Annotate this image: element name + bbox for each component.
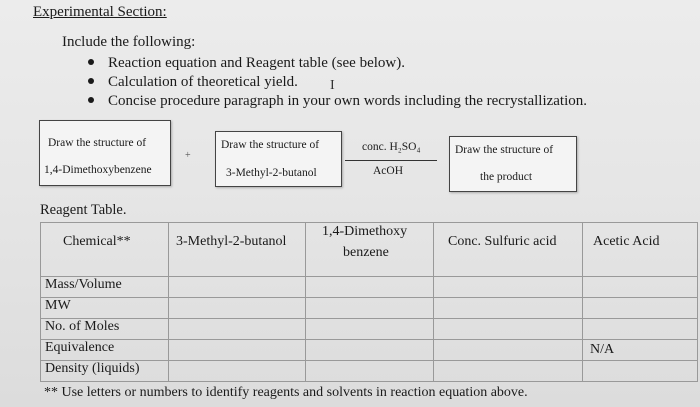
box-prompt: Draw the structure of — [221, 139, 320, 151]
bullet-dot-icon — [88, 78, 94, 84]
header-dimethoxy-line2: benzene — [343, 245, 389, 260]
table-rule — [40, 297, 698, 298]
table-rule — [40, 381, 698, 382]
header-acetic-acid: Acetic Acid — [593, 234, 660, 249]
footnote: ** Use letters or numbers to identify reagents and solvents in reaction equation above. — [44, 385, 528, 400]
bullet-item — [88, 55, 405, 72]
box-prompt: Draw the structure of — [48, 137, 147, 149]
box-compound: the product — [480, 171, 533, 183]
table-rule — [168, 222, 169, 382]
table-rule — [40, 222, 41, 382]
table-rule — [582, 222, 583, 382]
section-title: Experimental Section: — [33, 4, 167, 20]
bullet-text: Concise procedure paragraph in your own words including the recrystallization. — [108, 93, 588, 109]
table-rule — [697, 222, 698, 382]
table-rule — [40, 276, 698, 277]
row-label-mass-volume: Mass/Volume — [45, 277, 122, 292]
header-methylbutanol: 3-Methyl-2-butanol — [176, 234, 287, 249]
structure-box-methylbutanol[interactable] — [215, 131, 342, 187]
box-compound: 3-Methyl-2-butanol — [226, 167, 317, 179]
structure-box-product[interactable] — [449, 136, 577, 192]
table-rule — [40, 222, 698, 223]
box-prompt: Draw the structure of — [455, 144, 554, 156]
header-chemical: Chemical** — [63, 234, 131, 249]
bullet-dot-icon — [88, 97, 94, 103]
bullet-text: Calculation of theoretical yield. — [108, 74, 298, 90]
bullet-item — [88, 74, 298, 91]
table-rule — [433, 222, 434, 382]
table-rule — [305, 222, 306, 382]
na-cell: N/A — [590, 342, 615, 357]
header-dimethoxy-line1: 1,4-Dimethoxy — [322, 224, 408, 239]
reagent-above-arrow: conc. H₂SO₄ — [362, 141, 421, 153]
structure-box-dimethoxybenzene[interactable] — [39, 120, 171, 186]
row-label-moles: No. of Moles — [45, 319, 120, 334]
table-rule — [40, 339, 698, 340]
reagent-below-arrow: AcOH — [373, 165, 404, 177]
bullet-dot-icon — [88, 59, 94, 65]
bullet-text: Reaction equation and Reagent table (see below). — [108, 55, 405, 71]
header-sulfuric-acid: Conc. Sulfuric acid — [448, 234, 557, 249]
reaction-arrow — [345, 160, 437, 161]
reagent-table-label: Reagent Table. — [40, 202, 127, 218]
text-cursor-icon: I — [330, 78, 335, 93]
table-rule — [40, 318, 698, 319]
include-label: Include the following: — [62, 34, 196, 50]
row-label-equivalence: Equivalence — [45, 340, 115, 355]
box-compound: 1,4-Dimethoxybenzene — [44, 164, 152, 176]
bullet-item — [88, 93, 587, 110]
plus-sign: + — [185, 150, 191, 161]
row-label-density: Density (liquids) — [45, 361, 140, 376]
row-label-mw: MW — [45, 298, 71, 313]
